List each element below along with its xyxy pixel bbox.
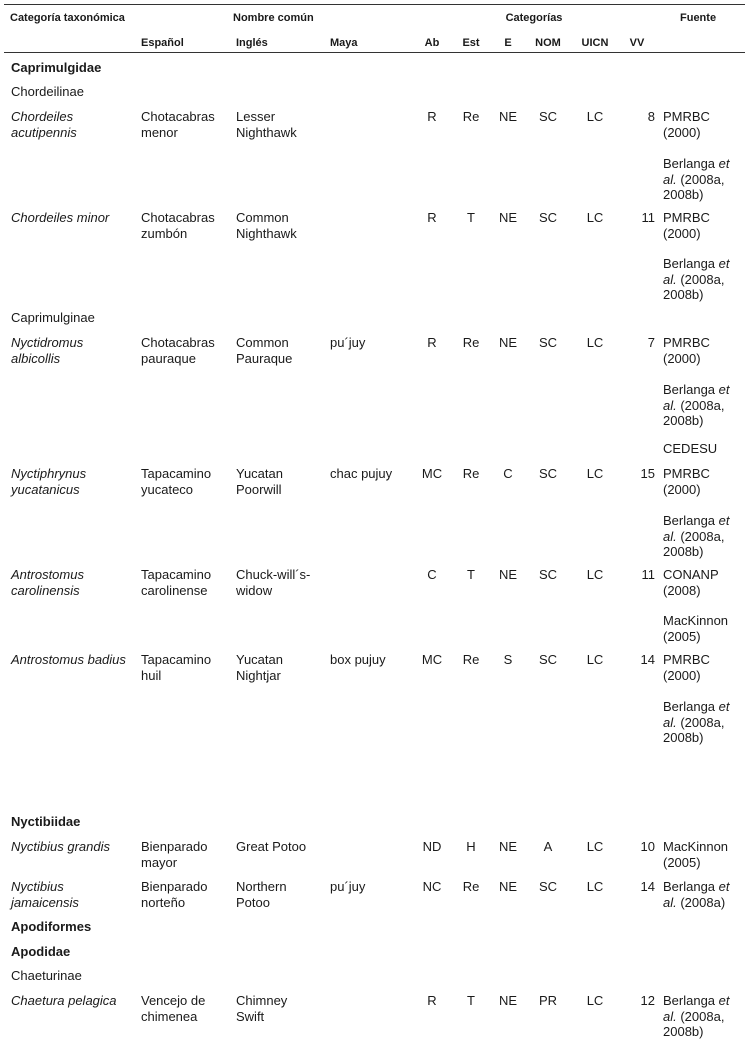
header-spanish: Español bbox=[141, 37, 184, 49]
category-ab: ND bbox=[422, 839, 442, 854]
category-e: NE bbox=[498, 210, 518, 225]
category-nom: A bbox=[543, 839, 553, 854]
english-name: Lesser bbox=[236, 109, 276, 124]
header-nom: NOM bbox=[535, 37, 561, 49]
source-reference: 2008b) bbox=[663, 287, 704, 302]
english-name: Yucatan bbox=[236, 652, 283, 667]
english-name: Swift bbox=[236, 1008, 265, 1024]
category-est: T bbox=[467, 210, 475, 225]
category-uicn: LC bbox=[586, 335, 604, 350]
order-apodiformes: Apodiformes bbox=[11, 919, 92, 934]
category-uicn: LC bbox=[586, 466, 604, 481]
english-name: Pauraque bbox=[236, 350, 293, 366]
scientific-name: carolinensis bbox=[11, 582, 80, 598]
source-reference: PMRBC bbox=[663, 210, 710, 225]
category-est: H bbox=[466, 839, 476, 854]
maya-name: chac pujuy bbox=[330, 466, 393, 481]
scientific-name: Nyctibius grandis bbox=[11, 839, 110, 854]
scientific-name: Nyctidromus bbox=[11, 335, 84, 350]
category-ab: MC bbox=[421, 652, 443, 667]
scientific-name: Antrostomus bbox=[11, 567, 84, 582]
spanish-name: Chotacabras bbox=[141, 210, 215, 225]
category-uicn: LC bbox=[586, 567, 604, 582]
source-reference: (2000) bbox=[663, 225, 701, 241]
category-uicn: LC bbox=[586, 652, 604, 667]
category-ab: R bbox=[427, 109, 437, 124]
category-ab: R bbox=[427, 335, 437, 350]
english-name: Potoo bbox=[236, 894, 270, 910]
english-name: Common bbox=[236, 335, 289, 350]
source-reference: (2000) bbox=[663, 667, 701, 683]
category-vv: 8 bbox=[647, 109, 655, 124]
source-reference: al. (2008a, bbox=[663, 528, 725, 544]
header-maya: Maya bbox=[330, 37, 358, 49]
spanish-name: Chotacabras bbox=[141, 335, 215, 350]
scientific-name: jamaicensis bbox=[11, 894, 79, 910]
category-nom: SC bbox=[538, 466, 558, 481]
subfamily-chordeilinae: Chordeilinae bbox=[11, 84, 84, 99]
category-vv: 15 bbox=[640, 466, 655, 481]
category-e: NE bbox=[498, 839, 518, 854]
maya-name: box pujuy bbox=[330, 652, 386, 667]
source-reference: MacKinnon bbox=[663, 839, 729, 854]
scientific-name: Antrostomus badius bbox=[11, 652, 126, 667]
subfamily-chaeturinae: Chaeturinae bbox=[11, 968, 82, 983]
category-ab: R bbox=[427, 210, 437, 225]
category-ab: C bbox=[427, 567, 437, 582]
source-reference: CONANP bbox=[663, 567, 719, 582]
scientific-name: acutipennis bbox=[11, 124, 77, 140]
category-nom: PR bbox=[538, 993, 558, 1008]
source-reference: PMRBC bbox=[663, 652, 710, 667]
category-e: NE bbox=[498, 993, 518, 1008]
category-vv: 14 bbox=[640, 652, 655, 667]
english-name: Nighthawk bbox=[236, 225, 297, 241]
spanish-name: Bienparado bbox=[141, 839, 208, 854]
english-name: widow bbox=[236, 582, 273, 598]
spanish-name: huil bbox=[141, 667, 162, 683]
family-apodidae: Apodidae bbox=[11, 944, 71, 959]
category-e: NE bbox=[498, 335, 518, 350]
source-reference: Berlanga et bbox=[663, 879, 730, 894]
spanish-name: Chotacabras bbox=[141, 109, 215, 124]
header-ab: Ab bbox=[424, 37, 440, 49]
maya-name: pu´juy bbox=[330, 879, 366, 894]
source-reference: Berlanga et bbox=[663, 156, 730, 171]
english-name: Chuck-will´s- bbox=[236, 567, 311, 582]
header-vv: VV bbox=[629, 37, 645, 49]
source-reference: PMRBC bbox=[663, 466, 710, 481]
english-name: Common bbox=[236, 210, 289, 225]
scientific-name: yucatanicus bbox=[11, 481, 80, 497]
header-taxonomic-category: Categoría taxonómica bbox=[10, 12, 125, 24]
category-vv: 11 bbox=[641, 567, 655, 582]
source-reference: PMRBC bbox=[663, 335, 710, 350]
english-name: Great Potoo bbox=[236, 839, 307, 854]
source-reference: 2008b) bbox=[663, 730, 704, 745]
source-reference: Berlanga et bbox=[663, 699, 730, 714]
english-name: Chimney bbox=[236, 993, 288, 1008]
source-reference: (2000) bbox=[663, 124, 701, 140]
header-source: Fuente bbox=[680, 12, 717, 24]
category-nom: SC bbox=[538, 210, 558, 225]
spanish-name: norteño bbox=[141, 894, 186, 910]
category-nom: SC bbox=[538, 567, 558, 582]
source-reference: (2005) bbox=[663, 854, 701, 870]
source-reference: 2008b) bbox=[663, 1024, 704, 1039]
spanish-name: Vencejo de bbox=[141, 993, 206, 1008]
source-reference: al. (2008a, bbox=[663, 171, 725, 187]
header-common-name: Nombre común bbox=[233, 12, 314, 24]
table-top-rule bbox=[4, 4, 745, 5]
category-nom: SC bbox=[538, 335, 558, 350]
source-reference: Berlanga et bbox=[663, 382, 730, 397]
source-reference: CEDESU bbox=[663, 441, 718, 456]
category-e: NE bbox=[498, 109, 518, 124]
category-e: S bbox=[503, 652, 513, 667]
english-name: Poorwill bbox=[236, 481, 282, 497]
source-reference: MacKinnon bbox=[663, 613, 729, 628]
scientific-name: albicollis bbox=[11, 350, 61, 366]
category-uicn: LC bbox=[586, 109, 604, 124]
spanish-name: chimenea bbox=[141, 1008, 198, 1024]
source-reference: al. (2008a, bbox=[663, 397, 725, 413]
category-uicn: LC bbox=[586, 993, 604, 1008]
category-vv: 12 bbox=[640, 993, 655, 1008]
spanish-name: carolinense bbox=[141, 582, 208, 598]
source-reference: Berlanga et bbox=[663, 993, 730, 1008]
english-name: Nightjar bbox=[236, 667, 281, 683]
subfamily-caprimulginae: Caprimulginae bbox=[11, 310, 95, 325]
category-est: T bbox=[467, 567, 475, 582]
spanish-name: menor bbox=[141, 124, 178, 140]
category-vv: 11 bbox=[641, 210, 655, 225]
source-reference: Berlanga et bbox=[663, 256, 730, 271]
scientific-name: Nyctiphrynus bbox=[11, 466, 87, 481]
source-reference: 2008b) bbox=[663, 187, 704, 202]
scientific-name: Nyctibius bbox=[11, 879, 64, 894]
spanish-name: Tapacamino bbox=[141, 652, 212, 667]
english-name: Yucatan bbox=[236, 466, 283, 481]
category-est: Re bbox=[462, 879, 480, 894]
category-ab: MC bbox=[421, 466, 443, 481]
category-nom: SC bbox=[538, 879, 558, 894]
category-ab: NC bbox=[422, 879, 442, 894]
header-bottom-rule bbox=[4, 52, 745, 53]
header-est: Est bbox=[462, 37, 480, 49]
source-reference: (2008) bbox=[663, 582, 701, 598]
category-uicn: LC bbox=[586, 839, 604, 854]
source-reference: al. (2008a, bbox=[663, 271, 725, 287]
category-vv: 10 bbox=[640, 839, 655, 854]
header-english: Inglés bbox=[236, 37, 268, 49]
family-nyctibiidae: Nyctibiidae bbox=[11, 814, 81, 829]
category-nom: SC bbox=[538, 652, 558, 667]
scientific-name: Chordeiles bbox=[11, 109, 74, 124]
category-nom: SC bbox=[538, 109, 558, 124]
category-est: Re bbox=[462, 335, 480, 350]
family-caprimulgidae: Caprimulgidae bbox=[11, 60, 102, 75]
source-reference: (2000) bbox=[663, 481, 701, 497]
spanish-name: zumbón bbox=[141, 225, 188, 241]
category-uicn: LC bbox=[586, 210, 604, 225]
category-ab: R bbox=[427, 993, 437, 1008]
spanish-name: yucateco bbox=[141, 481, 194, 497]
category-e: NE bbox=[498, 879, 518, 894]
spanish-name: mayor bbox=[141, 854, 178, 870]
source-reference: 2008b) bbox=[663, 413, 704, 428]
source-reference: 2008b) bbox=[663, 544, 704, 559]
category-e: C bbox=[503, 466, 513, 481]
header-uicn: UICN bbox=[581, 37, 609, 49]
source-reference: al. (2008a, bbox=[663, 714, 725, 730]
category-vv: 14 bbox=[640, 879, 655, 894]
source-reference: al. (2008a, bbox=[663, 1008, 725, 1024]
category-uicn: LC bbox=[586, 879, 604, 894]
maya-name: pu´juy bbox=[330, 335, 366, 350]
source-reference: (2005) bbox=[663, 628, 701, 644]
category-e: NE bbox=[498, 567, 518, 582]
header-categories: Categorías bbox=[505, 12, 563, 24]
category-est: Re bbox=[462, 652, 480, 667]
scientific-name: Chordeiles minor bbox=[11, 210, 110, 225]
spanish-name: pauraque bbox=[141, 350, 196, 366]
category-est: Re bbox=[462, 109, 480, 124]
english-name: Northern bbox=[236, 879, 287, 894]
source-reference: al. (2008a) bbox=[663, 894, 726, 910]
spanish-name: Bienparado bbox=[141, 879, 208, 894]
category-vv: 7 bbox=[647, 335, 655, 350]
category-est: Re bbox=[462, 466, 480, 481]
source-reference: PMRBC bbox=[663, 109, 710, 124]
header-e: E bbox=[504, 37, 512, 49]
source-reference: (2000) bbox=[663, 350, 701, 366]
english-name: Nighthawk bbox=[236, 124, 297, 140]
spanish-name: Tapacamino bbox=[141, 466, 212, 481]
scientific-name: Chaetura pelagica bbox=[11, 993, 117, 1008]
category-est: T bbox=[467, 993, 475, 1008]
spanish-name: Tapacamino bbox=[141, 567, 212, 582]
source-reference: Berlanga et bbox=[663, 513, 730, 528]
